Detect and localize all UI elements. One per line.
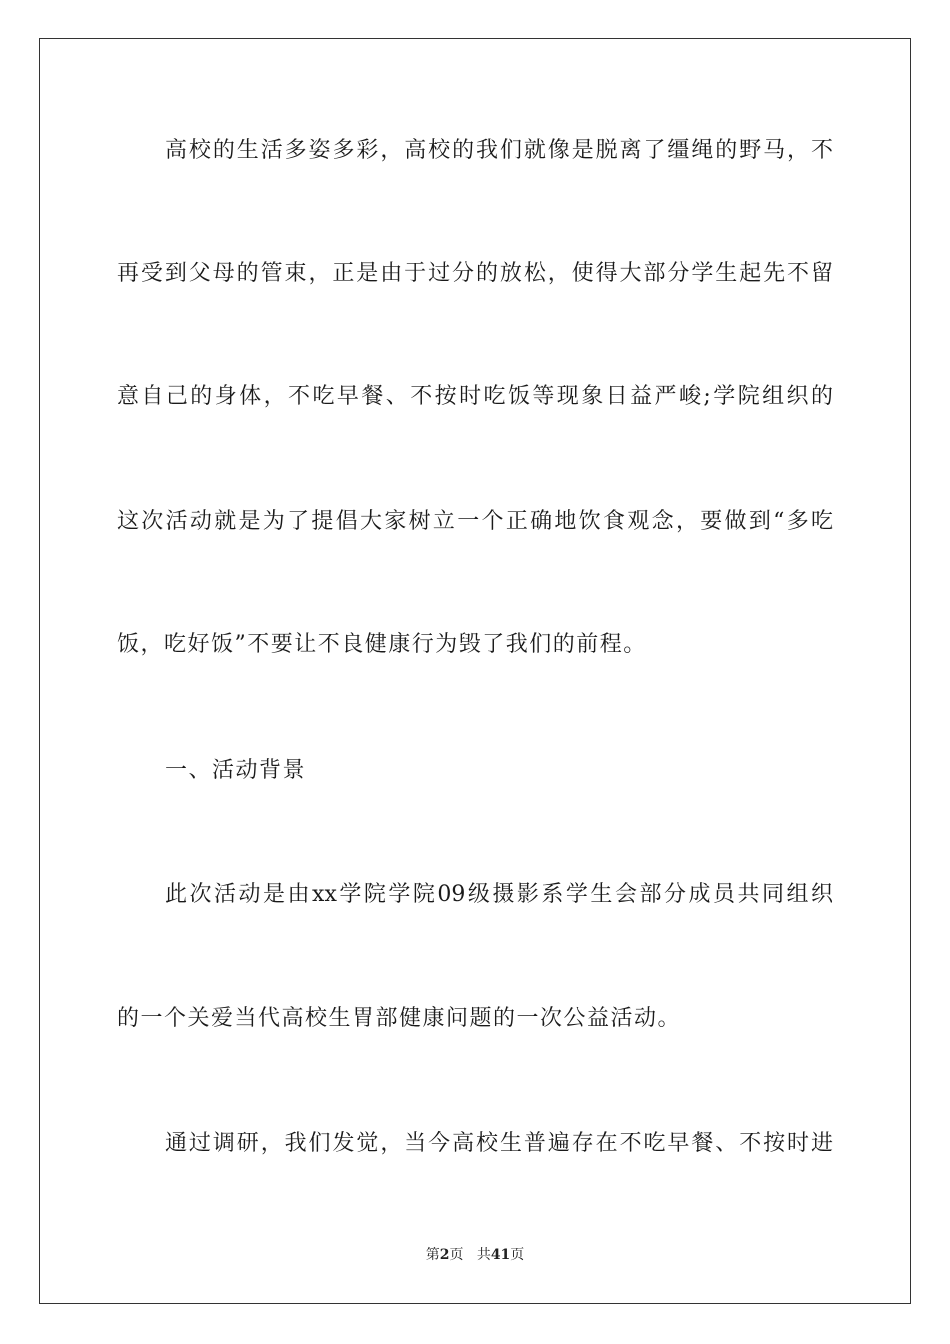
page-number: 2 <box>439 1247 450 1263</box>
page-suffix: 页 <box>449 1247 464 1263</box>
total-prefix: 共 <box>476 1247 491 1263</box>
page-border <box>39 38 911 1304</box>
section-heading: 一、活动背景 <box>165 758 307 783</box>
total-pages: 41 <box>490 1247 511 1263</box>
paragraph-line: 高校的生活多姿多彩，高校的我们就像是脱离了缰绳的野马，不 <box>165 138 833 163</box>
paragraph-line: 意自己的身体，不吃早餐、不按时吃饭等现象日益严峻;学院组织的 <box>117 384 833 409</box>
page-footer <box>0 1246 950 1264</box>
total-suffix: 页 <box>510 1247 525 1263</box>
paragraph-line: 通过调研，我们发觉，当今高校生普遍存在不吃早餐、不按时进 <box>165 1131 833 1156</box>
paragraph-line: 这次活动就是为了提倡大家树立一个正确地饮食观念，要做到“多吃 <box>117 509 833 534</box>
paragraph-line: 此次活动是由xx学院学院09级摄影系学生会部分成员共同组织 <box>165 882 833 907</box>
page-prefix: 第 <box>425 1247 440 1263</box>
paragraph-line: 饭，吃好饭”不要让不良健康行为毁了我们的前程。 <box>117 632 647 657</box>
paragraph-line: 的一个关爱当代高校生胃部健康问题的一次公益活动。 <box>117 1006 682 1031</box>
paragraph-line: 再受到父母的管束，正是由于过分的放松，使得大部分学生起先不留 <box>117 261 833 286</box>
